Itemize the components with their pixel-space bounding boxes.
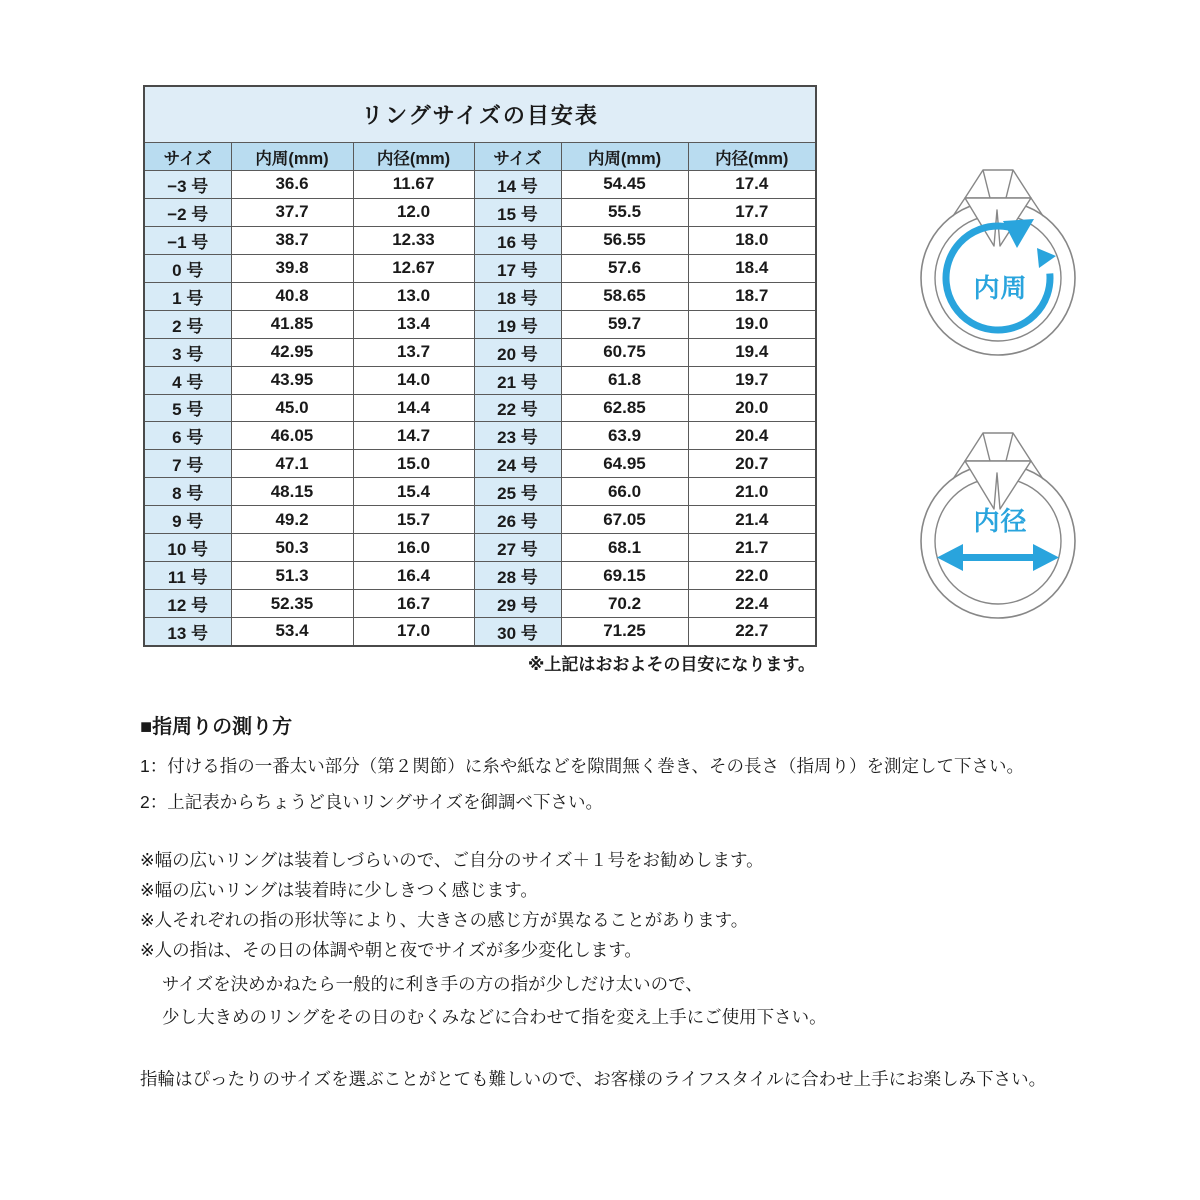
table-footnote: ※上記はおおよその目安になります。 <box>527 655 815 674</box>
size-cell: 1 号 <box>144 282 231 310</box>
size-cell: 11 号 <box>144 562 231 590</box>
value-cell: 22.7 <box>688 618 816 646</box>
size-cell: 4 号 <box>144 366 231 394</box>
value-cell: 19.0 <box>688 310 816 338</box>
value-cell: 36.6 <box>231 171 353 199</box>
value-cell: 21.7 <box>688 534 816 562</box>
value-cell: 64.95 <box>561 450 688 478</box>
note-2: ※幅の広いリングは装着時に少しきつく感じます。 <box>140 880 538 900</box>
size-cell: 24 号 <box>474 450 561 478</box>
value-cell: 19.4 <box>688 338 816 366</box>
value-cell: 22.4 <box>688 590 816 618</box>
size-cell: 26 号 <box>474 506 561 534</box>
ring-with-circular-arrow-icon <box>903 150 1098 365</box>
table-row <box>144 394 816 422</box>
size-cell: −3 号 <box>144 171 231 199</box>
value-cell: 19.7 <box>688 366 816 394</box>
value-cell: 15.0 <box>353 450 474 478</box>
table-title: リングサイズの目安表 <box>144 86 816 143</box>
header-diameter-left: 内径(mm) <box>353 143 474 171</box>
inner-circumference-label: 内周 <box>973 273 1028 303</box>
value-cell: 58.65 <box>561 282 688 310</box>
size-cell: 9 号 <box>144 506 231 534</box>
value-cell: 14.4 <box>353 394 474 422</box>
value-cell: 17.7 <box>688 198 816 226</box>
value-cell: 45.0 <box>231 394 353 422</box>
value-cell: 18.0 <box>688 226 816 254</box>
value-cell: 66.0 <box>561 478 688 506</box>
table-title-row <box>144 86 816 143</box>
header-diameter-right: 内径(mm) <box>688 143 816 171</box>
value-cell: 12.0 <box>353 198 474 226</box>
value-cell: 18.4 <box>688 254 816 282</box>
value-cell: 49.2 <box>231 506 353 534</box>
size-cell: 23 号 <box>474 422 561 450</box>
size-cell: 5 号 <box>144 394 231 422</box>
value-cell: 39.8 <box>231 254 353 282</box>
note-4: ※人の指は、その日の体調や朝と夜でサイズが多少変化します。 <box>140 940 642 960</box>
value-cell: 48.15 <box>231 478 353 506</box>
value-cell: 21.0 <box>688 478 816 506</box>
table-row <box>144 338 816 366</box>
table-row <box>144 478 816 506</box>
value-cell: 54.45 <box>561 171 688 199</box>
table-row <box>144 506 816 534</box>
size-cell: 20 号 <box>474 338 561 366</box>
note-3: ※人それぞれの指の形状等により、大きさの感じ方が異なることがあります。 <box>140 910 749 930</box>
table-row <box>144 366 816 394</box>
table-row <box>144 171 816 199</box>
size-cell: 7 号 <box>144 450 231 478</box>
step-1: 1：付ける指の一番太い部分（第２関節）に糸や紙などを隙間無く巻き、その長さ（指周り）を測定して下さい。 <box>140 756 1025 776</box>
value-cell: 13.7 <box>353 338 474 366</box>
measuring-steps <box>140 748 1024 820</box>
value-cell: 53.4 <box>231 618 353 646</box>
size-cell: 25 号 <box>474 478 561 506</box>
value-cell: 37.7 <box>231 198 353 226</box>
value-cell: 15.4 <box>353 478 474 506</box>
size-tips <box>162 968 827 1034</box>
note-1: ※幅の広いリングは装着しづらいので、ご自分のサイズ＋１号をお勧めします。 <box>140 850 764 870</box>
value-cell: 69.15 <box>561 562 688 590</box>
value-cell: 12.33 <box>353 226 474 254</box>
value-cell: 17.4 <box>688 171 816 199</box>
inner-diameter-label: 内径 <box>973 506 1028 536</box>
size-cell: 8 号 <box>144 478 231 506</box>
size-cell: 21 号 <box>474 366 561 394</box>
size-cell: −1 号 <box>144 226 231 254</box>
value-cell: 62.85 <box>561 394 688 422</box>
table-row <box>144 562 816 590</box>
table-header-row <box>144 143 816 171</box>
size-table-body <box>144 171 816 646</box>
value-cell: 67.05 <box>561 506 688 534</box>
ring-inner-diameter-diagram <box>903 413 1098 628</box>
value-cell: 20.4 <box>688 422 816 450</box>
size-cell: 16 号 <box>474 226 561 254</box>
value-cell: 52.35 <box>231 590 353 618</box>
table-row <box>144 590 816 618</box>
size-cell: 14 号 <box>474 171 561 199</box>
table-row <box>144 226 816 254</box>
value-cell: 60.75 <box>561 338 688 366</box>
value-cell: 20.0 <box>688 394 816 422</box>
value-cell: 51.3 <box>231 562 353 590</box>
size-cell: 13 号 <box>144 618 231 646</box>
header-size-left: サイズ <box>144 143 231 171</box>
ring-size-table <box>143 85 817 647</box>
value-cell: 16.7 <box>353 590 474 618</box>
value-cell: 47.1 <box>231 450 353 478</box>
size-cell: 27 号 <box>474 534 561 562</box>
size-cell: 28 号 <box>474 562 561 590</box>
tip-1: サイズを決めかねたら一般的に利き手の方の指が少しだけ太いので、 <box>162 974 703 994</box>
value-cell: 41.85 <box>231 310 353 338</box>
size-cell: 10 号 <box>144 534 231 562</box>
value-cell: 55.5 <box>561 198 688 226</box>
size-cell: 15 号 <box>474 198 561 226</box>
table-row <box>144 618 816 646</box>
size-cell: 18 号 <box>474 282 561 310</box>
value-cell: 21.4 <box>688 506 816 534</box>
value-cell: 63.9 <box>561 422 688 450</box>
value-cell: 38.7 <box>231 226 353 254</box>
size-cell: 3 号 <box>144 338 231 366</box>
size-cell: 30 号 <box>474 618 561 646</box>
value-cell: 16.4 <box>353 562 474 590</box>
size-cell: 19 号 <box>474 310 561 338</box>
size-cell: 29 号 <box>474 590 561 618</box>
size-cell: 17 号 <box>474 254 561 282</box>
value-cell: 70.2 <box>561 590 688 618</box>
size-cell: 22 号 <box>474 394 561 422</box>
value-cell: 17.0 <box>353 618 474 646</box>
measuring-heading: ■指周りの測り方 <box>140 716 293 738</box>
closing-note: 指輪はぴったりのサイズを選ぶことがとても難しいので、お客様のライフスタイルに合わせ上手にお楽しみ下さい。 <box>140 1069 1047 1089</box>
value-cell: 56.55 <box>561 226 688 254</box>
size-cell: 2 号 <box>144 310 231 338</box>
ring-inner-circumference-diagram <box>903 150 1098 365</box>
size-cell: 12 号 <box>144 590 231 618</box>
value-cell: 11.67 <box>353 171 474 199</box>
double-arrow-icon <box>937 544 1059 571</box>
step-2: 2：上記表からちょうど良いリングサイズを御調べ下さい。 <box>140 792 603 812</box>
value-cell: 18.7 <box>688 282 816 310</box>
header-circumference-right: 内周(mm) <box>561 143 688 171</box>
value-cell: 13.0 <box>353 282 474 310</box>
value-cell: 61.8 <box>561 366 688 394</box>
size-cell: 0 号 <box>144 254 231 282</box>
table-row <box>144 282 816 310</box>
value-cell: 15.7 <box>353 506 474 534</box>
value-cell: 50.3 <box>231 534 353 562</box>
value-cell: 40.8 <box>231 282 353 310</box>
header-size-right: サイズ <box>474 143 561 171</box>
value-cell: 43.95 <box>231 366 353 394</box>
table-row <box>144 310 816 338</box>
size-cell: 6 号 <box>144 422 231 450</box>
value-cell: 12.67 <box>353 254 474 282</box>
table-row <box>144 450 816 478</box>
header-circumference-left: 内周(mm) <box>231 143 353 171</box>
value-cell: 14.7 <box>353 422 474 450</box>
value-cell: 71.25 <box>561 618 688 646</box>
value-cell: 57.6 <box>561 254 688 282</box>
value-cell: 20.7 <box>688 450 816 478</box>
value-cell: 68.1 <box>561 534 688 562</box>
table-row <box>144 254 816 282</box>
table-row <box>144 422 816 450</box>
table-row <box>144 198 816 226</box>
size-cell: −2 号 <box>144 198 231 226</box>
value-cell: 46.05 <box>231 422 353 450</box>
value-cell: 22.0 <box>688 562 816 590</box>
value-cell: 59.7 <box>561 310 688 338</box>
value-cell: 42.95 <box>231 338 353 366</box>
table-row <box>144 534 816 562</box>
size-notes <box>140 845 764 965</box>
value-cell: 16.0 <box>353 534 474 562</box>
value-cell: 14.0 <box>353 366 474 394</box>
value-cell: 13.4 <box>353 310 474 338</box>
tip-2: 少し大きめのリングをその日のむくみなどに合わせて指を変え上手にご使用下さい。 <box>162 1007 827 1027</box>
